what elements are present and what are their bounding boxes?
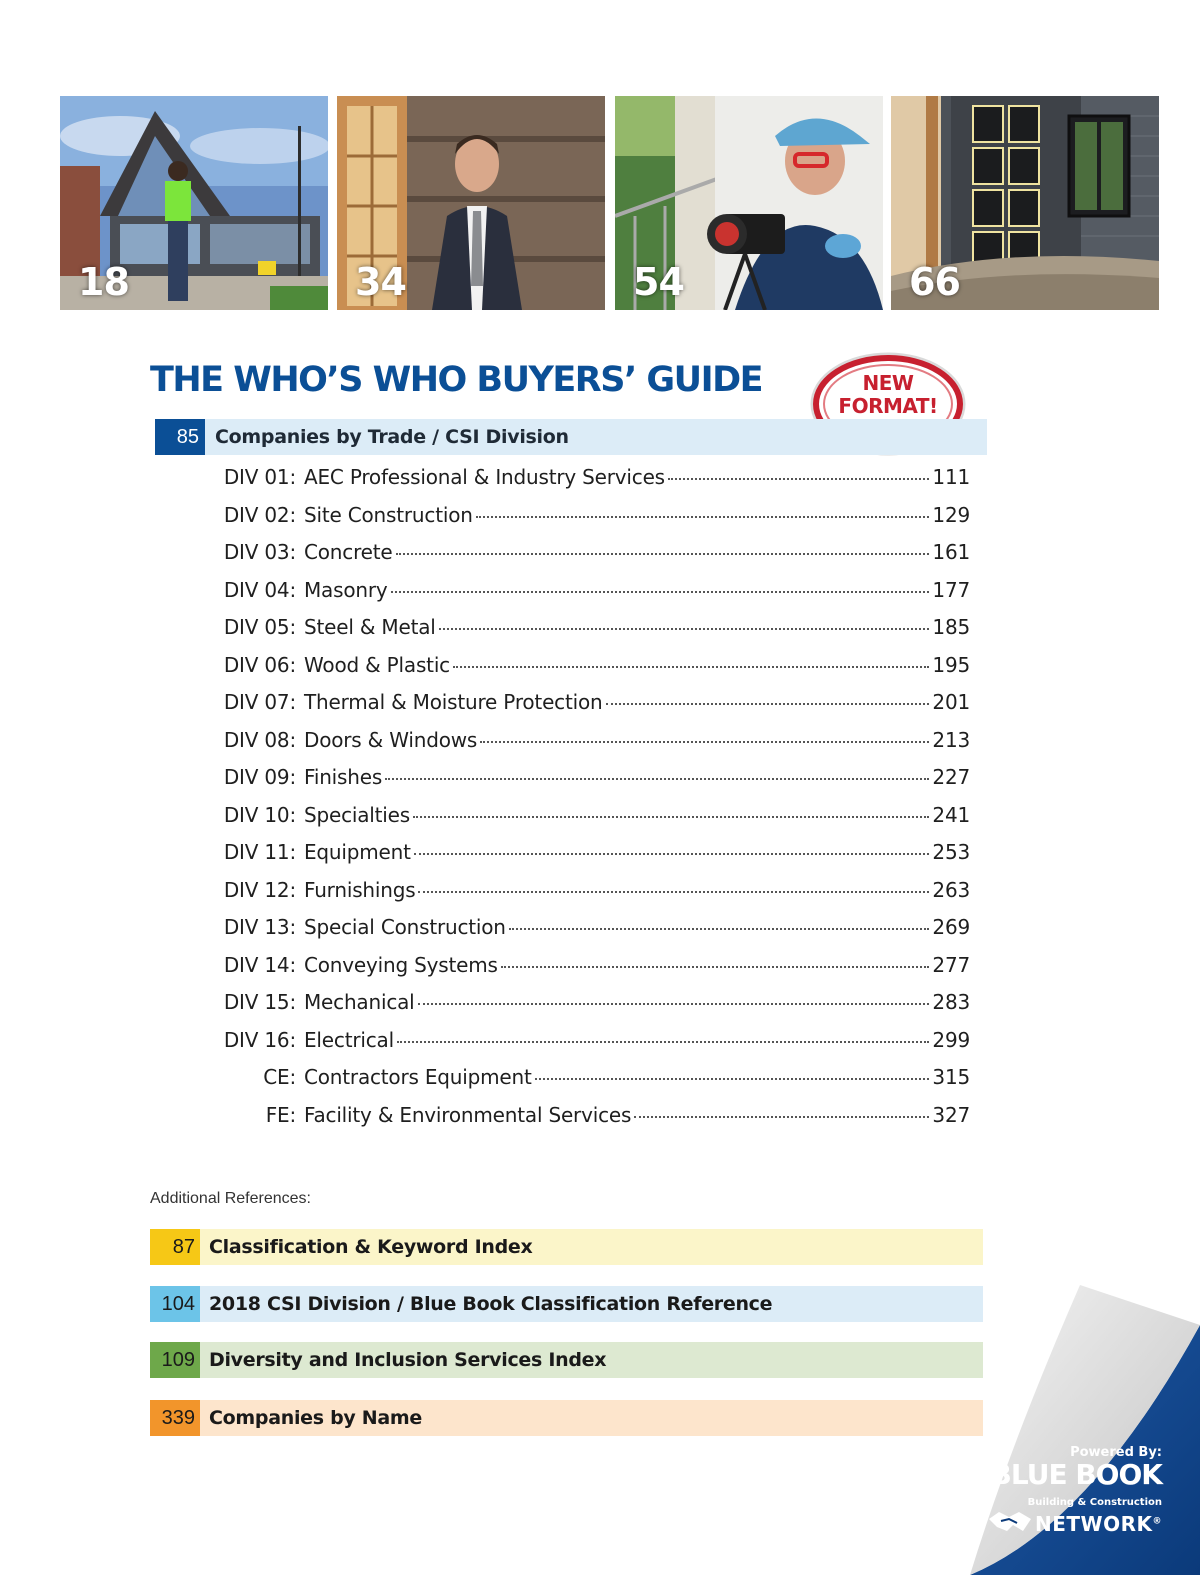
toc-leader-dots [418,891,929,893]
toc-page-number: 161 [932,540,970,564]
toc-division-code: DIV 02: [223,502,296,527]
toc-page-number: 241 [932,802,970,827]
toc-division-name: AEC Professional & Industry Services [304,465,665,489]
toc-page-number: 111 [932,465,970,489]
ref-label: Companies by Name [209,1407,422,1429]
logo-network: NETWORK [1034,1512,1153,1536]
toc-division-code: DIV 13: [223,915,296,939]
toc-division-code: DIV 06: [223,652,296,677]
toc-row-div11[interactable] [210,840,970,878]
toc-row-div06[interactable] [210,653,970,691]
csi-division-list [210,465,970,1140]
photo-page-number: 34 [355,260,406,304]
toc-row-div09[interactable] [210,765,970,803]
toc-division-name: Contractors Equipment [304,1065,532,1089]
toc-leader-dots [385,778,929,780]
toc-page-number: 129 [932,502,970,527]
toc-row-div04[interactable] [210,578,970,616]
section-page-number: 85 [155,419,205,455]
toc-division-code: DIV 12: [223,877,296,902]
toc-page-number: 299 [932,1027,970,1052]
toc-page-number: 283 [932,990,970,1014]
toc-division-code: DIV 10: [223,802,296,827]
toc-leader-dots [634,1116,929,1118]
ref-page-number: 339 [150,1400,200,1436]
toc-row-div08[interactable] [210,728,970,766]
photo-page-number: 18 [78,260,129,304]
toc-row-div14[interactable] [210,953,970,991]
toc-division-name: Special Construction [304,915,506,939]
toc-division-name: Furnishings [304,877,416,902]
toc-division-name: Finishes [304,765,383,789]
toc-leader-dots [668,478,930,480]
ref-page-number: 104 [150,1286,200,1322]
toc-leader-dots [453,666,929,668]
toc-row-div01[interactable] [210,465,970,503]
toc-division-name: Wood & Plastic [304,652,450,677]
toc-division-code: DIV 07: [223,690,296,714]
toc-leader-dots [397,1041,929,1043]
toc-page-number: 327 [932,1102,970,1127]
ref-page-number: 87 [150,1229,200,1265]
photo-building-windows [891,96,1159,310]
toc-page-number: 201 [932,690,970,714]
badge-line-1: NEW [862,371,914,395]
toc-division-name: Steel & Metal [304,615,436,639]
badge-line-2: FORMAT! [838,394,938,418]
toc-row-div05[interactable] [210,615,970,653]
toc-division-code: CE: [263,1065,296,1089]
toc-row-ce[interactable] [210,1065,970,1103]
toc-division-name: Thermal & Moisture Protection [304,690,603,714]
toc-row-div12[interactable] [210,878,970,916]
toc-row-div02[interactable] [210,503,970,541]
handshake-icon [987,1509,1033,1535]
toc-page-number: 269 [932,915,970,939]
photo-businessman [337,96,605,310]
toc-page-number: 263 [932,877,970,902]
ref-companies-by-name[interactable] [150,1400,983,1436]
ref-label: 2018 CSI Division / Blue Book Classification Reference [209,1293,773,1315]
toc-division-code: DIV 03: [223,540,296,564]
toc-division-code: DIV 14: [223,952,296,977]
toc-page-number: 177 [932,577,970,602]
photo-page-number: 66 [909,260,960,304]
toc-division-name: Equipment [304,840,411,864]
toc-leader-dots [439,628,930,630]
additional-references-label: Additional References: [150,1190,311,1207]
powered-by-text: Powered By: [1070,1445,1162,1460]
toc-division-name: Specialties [304,802,410,827]
toc-division-code: FE: [265,1102,296,1127]
toc-division-name: Masonry [304,577,388,602]
toc-leader-dots [606,703,930,705]
toc-division-name: Site Construction [304,502,473,527]
toc-leader-dots [418,1003,930,1005]
toc-row-div13[interactable] [210,915,970,953]
logo-registered: ® [1152,1516,1162,1527]
toc-page-number: 277 [932,952,970,977]
logo-the: THE [977,1466,989,1486]
toc-row-div15[interactable] [210,990,970,1028]
toc-leader-dots [501,966,930,968]
toc-page-number: 213 [932,727,970,752]
toc-division-code: DIV 15: [223,990,296,1014]
toc-division-name: Concrete [304,540,393,564]
photo-house-exterior [60,96,328,310]
toc-division-code: DIV 05: [223,615,296,639]
toc-division-name: Facility & Environmental Services [304,1102,632,1127]
toc-division-code: DIV 16: [223,1027,296,1052]
ref-page-number: 109 [150,1342,200,1378]
toc-division-code: DIV 08: [223,727,296,752]
toc-row-fe[interactable] [210,1103,970,1141]
toc-division-name: Conveying Systems [304,952,498,977]
blue-book-logo[interactable] [974,1445,1162,1535]
toc-division-code: DIV 09: [223,765,296,789]
toc-page-number: 195 [932,652,970,677]
toc-division-name: Doors & Windows [304,727,478,752]
toc-division-code: DIV 11: [223,840,296,864]
toc-division-code: DIV 04: [223,577,296,602]
toc-row-div10[interactable] [210,803,970,841]
toc-division-code: DIV 01: [223,465,296,489]
toc-row-div07[interactable] [210,690,970,728]
toc-leader-dots [413,816,929,818]
toc-division-name: Electrical [304,1027,394,1052]
section-label: Companies by Trade / CSI Division [215,426,569,448]
toc-leader-dots [414,853,930,855]
toc-row-div16[interactable] [210,1028,970,1066]
ref-label: Diversity and Inclusion Services Index [209,1349,607,1371]
toc-leader-dots [396,553,930,555]
toc-leader-dots [509,928,930,930]
toc-page-number: 227 [932,765,970,789]
ref-diversity-inclusion-index[interactable] [150,1342,983,1378]
toc-row-div03[interactable] [210,540,970,578]
photo-photographer [615,96,883,310]
logo-subtitle: Building & Construction [1027,1497,1162,1508]
ref-csi-classification-reference[interactable] [150,1286,983,1322]
toc-leader-dots [480,741,929,743]
toc-leader-dots [535,1078,930,1080]
section-companies-by-trade[interactable] [155,419,987,455]
toc-division-name: Mechanical [304,990,415,1014]
ref-classification-keyword-index[interactable] [150,1229,983,1265]
toc-page-number: 185 [932,615,970,639]
toc-leader-dots [391,591,930,593]
photo-page-number: 54 [633,260,684,304]
toc-page-number: 315 [932,1065,970,1089]
toc-leader-dots [476,516,930,518]
ref-label: Classification & Keyword Index [209,1236,533,1258]
guide-title: THE WHO’S WHO BUYERS’ GUIDE [150,360,763,400]
toc-page-number: 253 [932,840,970,864]
logo-brand: BLUE BOOK [990,1458,1162,1491]
